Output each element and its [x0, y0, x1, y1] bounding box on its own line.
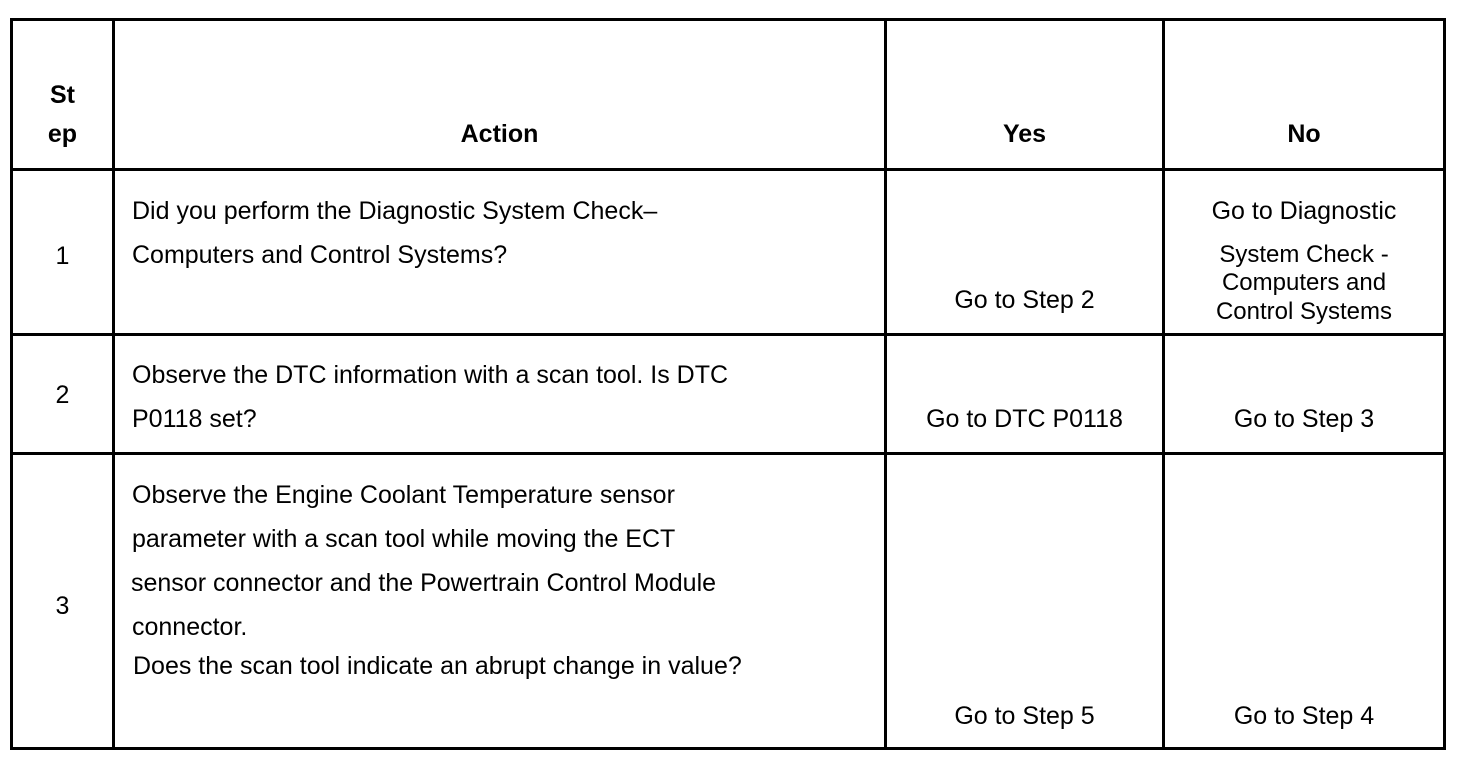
table-header-row [13, 21, 1443, 171]
no-result-line: Go to Diagnostic [1211, 197, 1397, 225]
header-step-cell [13, 21, 115, 168]
yes-cell [887, 336, 1165, 452]
action-line: Observe the DTC information with a scan tool. Is DTC [132, 361, 729, 389]
step-cell [13, 455, 115, 750]
table-row [13, 171, 1443, 336]
no-result-line: Control Systems [1215, 298, 1393, 325]
no-result: Go to Step 3 [1233, 405, 1375, 433]
action-cell [115, 455, 887, 750]
header-action-cell [115, 21, 887, 168]
diagnostic-table [10, 18, 1446, 750]
action-line: connector. [132, 613, 248, 641]
step-cell [13, 336, 115, 452]
yes-cell [887, 455, 1165, 750]
header-no: No [1287, 120, 1321, 148]
header-yes: Yes [1002, 120, 1047, 148]
header-yes-cell [887, 21, 1165, 168]
table-row [13, 455, 1443, 750]
step-number: 1 [55, 242, 70, 270]
action-line: Did you perform the Diagnostic System Check– [132, 197, 658, 225]
yes-cell [887, 171, 1165, 333]
yes-result: Go to Step 2 [954, 286, 1095, 314]
header-no-cell [1165, 21, 1443, 168]
step-number: 2 [55, 381, 70, 409]
no-cell [1165, 455, 1443, 750]
action-cell [115, 336, 887, 452]
yes-result: Go to Step 5 [954, 702, 1095, 730]
action-line: Observe the Engine Coolant Temperature sensor [132, 481, 675, 509]
step-cell [13, 171, 115, 333]
no-result-line: System Check - [1219, 241, 1389, 268]
action-line: Computers and Control Systems? [132, 241, 508, 269]
no-cell [1165, 171, 1443, 333]
no-cell [1165, 336, 1443, 452]
yes-result: Go to DTC P0118 [926, 405, 1123, 433]
table-row [13, 336, 1443, 455]
header-action: Action [460, 120, 539, 148]
action-cell [115, 171, 887, 333]
no-result: Go to Step 4 [1233, 702, 1375, 730]
header-step-line1: St [50, 81, 75, 109]
action-line: P0118 set? [132, 405, 257, 433]
header-step-line2: ep [47, 120, 78, 148]
action-line: Does the scan tool indicate an abrupt change in value? [133, 652, 742, 680]
step-number: 3 [55, 592, 70, 620]
action-line: sensor connector and the Powertrain Control Module [131, 569, 717, 597]
action-line: parameter with a scan tool while moving the ECT [132, 525, 676, 553]
no-result-line: Computers and [1221, 269, 1387, 296]
